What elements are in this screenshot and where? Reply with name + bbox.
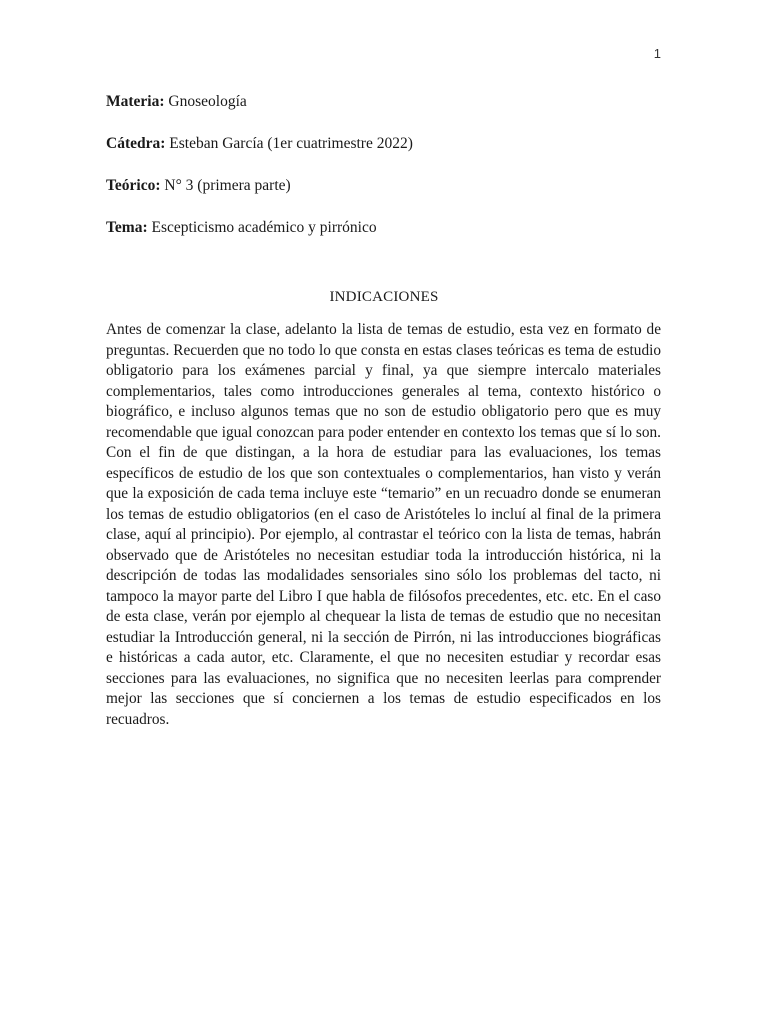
meta-topic-value: Escepticismo académico y pirrónico (147, 219, 377, 236)
meta-lecture (106, 176, 291, 196)
meta-chair-value: Esteban García (1er cuatrimestre 2022) (165, 135, 413, 152)
meta-subject (106, 92, 247, 112)
meta-topic-label: Tema: (106, 219, 148, 236)
meta-chair-label: Cátedra: (106, 135, 166, 152)
meta-subject-value: Gnoseología (164, 93, 247, 110)
meta-subject-label: Materia: (106, 93, 165, 110)
page-number: 1 (653, 46, 661, 61)
meta-chair (106, 134, 413, 154)
body-paragraph: Antes de comenzar la clase, adelanto la lista de temas de estudio, esta vez en formato de preguntas. Recuerden que no todo lo que consta en estas clases teóricas es tema de estudio obligatorio para los exámenes parcial y final, ya que siempre intercalo materiales complementarios, tales como introducciones generales al tema, contexto histórico o biográfico, e incluso algunos temas que no son de estudio obligatorio pero que es muy recomendable que igual conozcan para poder entender en contexto los temas que sí lo son. Con el fin de que distingan, a la hora de estudiar para las evaluaciones, los temas específicos de estudio de los que son contextuales o complementarios, han visto y verán que la exposición de cada tema incluye este “temario” en un recuadro donde se enumeran los temas de estudio obligatorios (en el caso de Aristóteles lo incluí al final de la primera clase, aquí al principio). Por ejemplo, al contrastar el teórico con la lista de temas, habrán observado que de Aristóteles no necesitan estudiar toda la introducción histórica, ni la descripción de todas las modalidades sensoriales sino sólo los problemas del tacto, ni tampoco la mayor parte del Libro I que habla de filósofos precedentes, etc. etc. En el caso de esta clase, verán por ejemplo al chequear la lista de temas de estudio que no necesitan estudiar la Introducción general, ni la sección de Pirrón, ni las introducciones biográficas e históricas a cada autor, etc. Claramente, el que no necesiten estudiar y recordar esas secciones para las evaluaciones, no significa que no necesiten leerlas para comprender mejor las secciones que sí conciernen a los temas de estudio especificados en los recuadros. (106, 321, 661, 728)
meta-lecture-label: Teórico: (106, 177, 161, 194)
section-heading: INDICACIONES (329, 289, 439, 305)
meta-lecture-value: N° 3 (primera parte) (160, 177, 291, 194)
meta-topic (106, 218, 377, 238)
